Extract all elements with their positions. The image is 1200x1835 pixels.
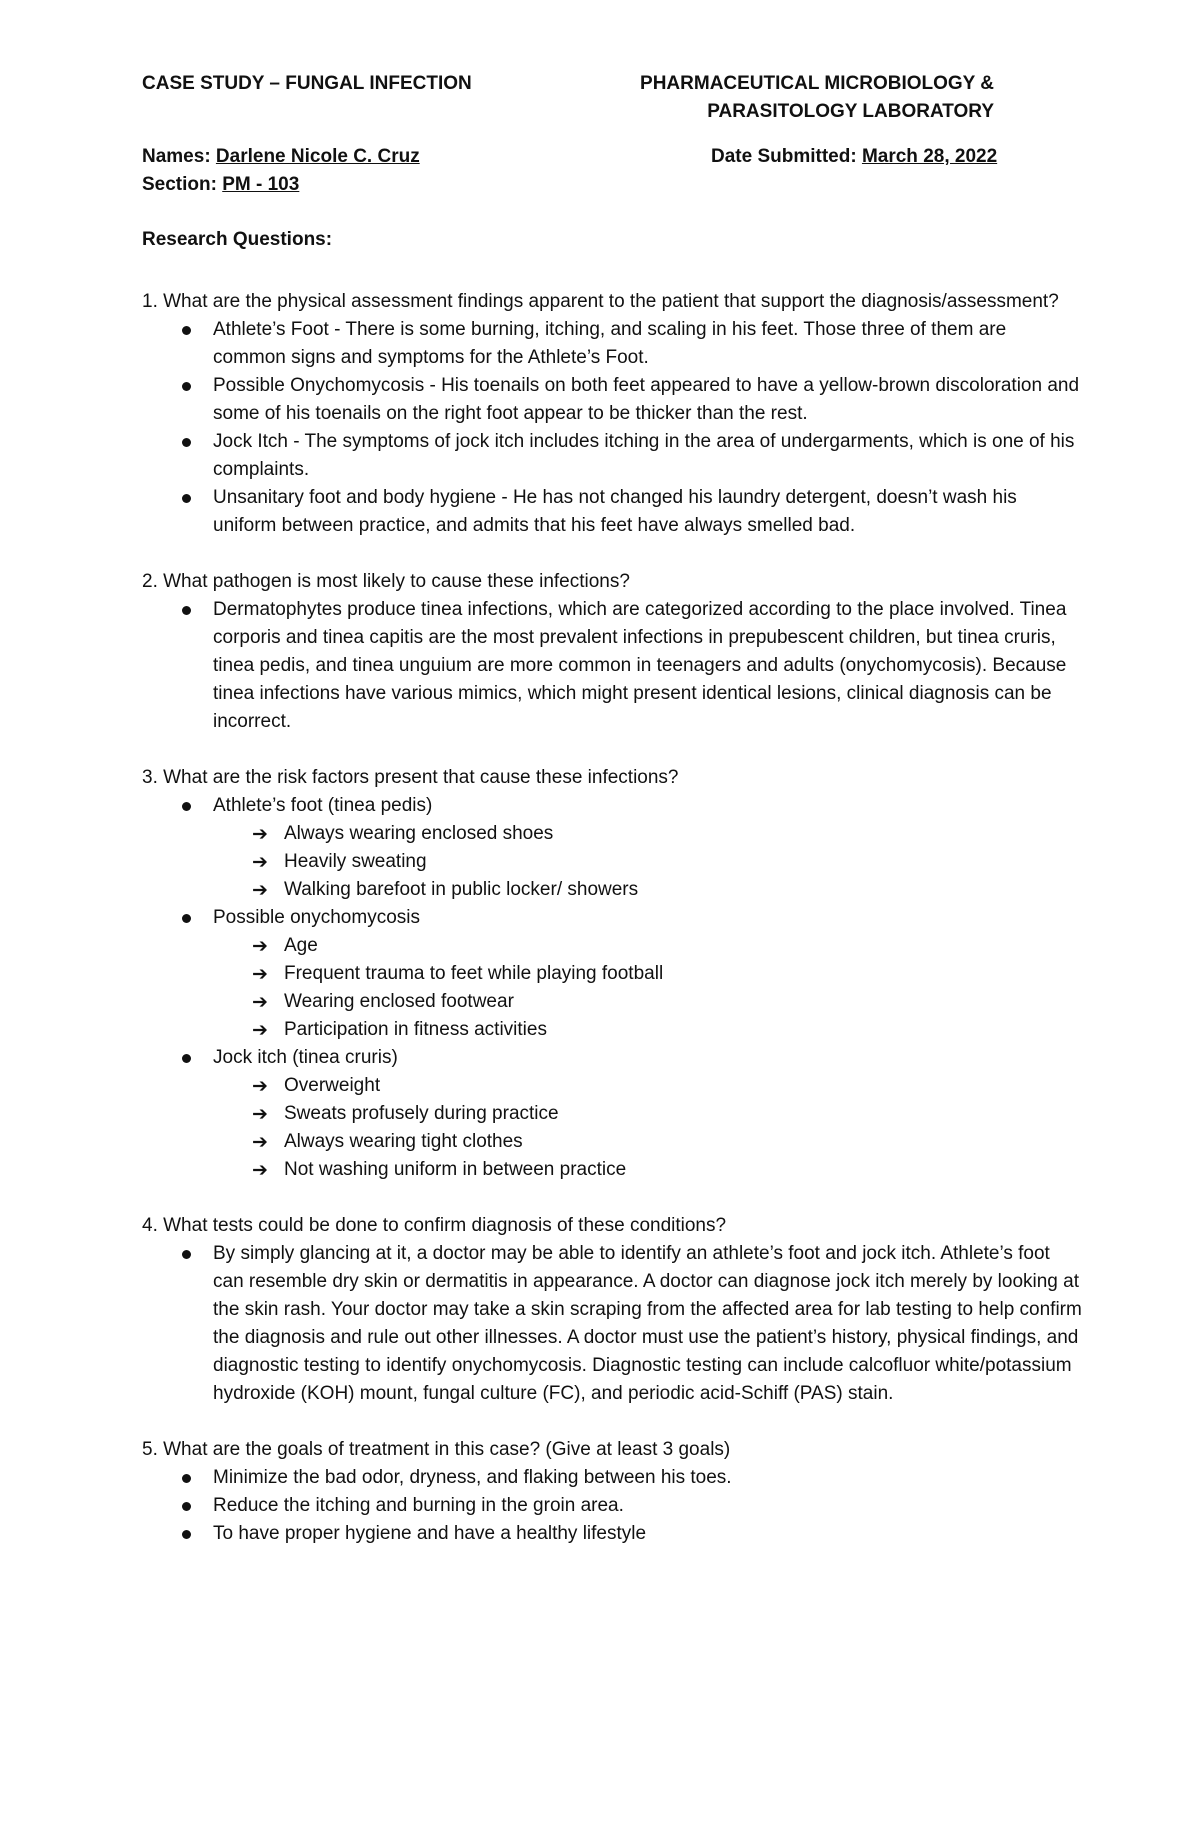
arrow-right-icon: ➔	[252, 991, 268, 1013]
arrow-right-icon: ➔	[252, 963, 268, 985]
question-2-bullets	[142, 596, 1082, 736]
list-item: Minimize the bad odor, dryness, and flaking between his toes.	[142, 1464, 1082, 1492]
question-2: 2. What pathogen is most likely to cause these infections?	[142, 571, 630, 592]
list-item: ➔ Always wearing tight clothes	[142, 1128, 1082, 1156]
question-1-bullets	[142, 316, 1082, 540]
risk-group-label: Jock itch (tinea cruris)	[142, 1044, 1082, 1072]
names-row	[142, 143, 420, 171]
risk-group-2-items	[142, 932, 1082, 1044]
section-label: Section:	[142, 174, 223, 195]
list-item: Jock Itch - The symptoms of jock itch includes itching in the area of undergarments, which is one of his complaints.	[142, 428, 1082, 484]
arrow-right-icon: ➔	[252, 879, 268, 901]
names-label: Names:	[142, 146, 216, 167]
lab-title-line2: PARASITOLOGY LABORATORY	[707, 101, 994, 122]
list-item: Possible Onychomycosis - His toenails on both feet appeared to have a yellow-brown discoloration and some of his toenails on the right foot appear to be thicker than the rest.	[142, 372, 1082, 428]
question-5-block	[142, 1436, 1082, 1548]
question-1-block	[142, 288, 1082, 540]
risk-group-3-items	[142, 1072, 1082, 1184]
section-value: PM - 103	[222, 174, 300, 195]
arrow-right-icon: ➔	[252, 1103, 268, 1125]
list-item: ➔ Participation in fitness activities	[142, 1016, 1082, 1044]
arrow-right-icon: ➔	[252, 1159, 268, 1181]
date-label: Date Submitted:	[711, 146, 862, 167]
date-row	[711, 143, 997, 171]
section-row	[142, 171, 299, 199]
risk-group-1-items	[142, 820, 1082, 904]
list-item: To have proper hygiene and have a healthy lifestyle	[142, 1520, 1082, 1548]
question-3-block	[142, 764, 1082, 1184]
case-study-title: CASE STUDY – FUNGAL INFECTION	[142, 73, 472, 94]
names-value: Darlene Nicole C. Cruz	[215, 146, 420, 167]
question-5-bullets	[142, 1464, 1082, 1548]
list-item: ➔ Walking barefoot in public locker/ showers	[142, 876, 1082, 904]
risk-group-label: Possible onychomycosis	[142, 904, 1082, 932]
question-3-bullets-2	[142, 904, 1082, 932]
list-item: By simply glancing at it, a doctor may be able to identify an athlete’s foot and jock itch. Athlete’s foot can resemble dry skin or dermatitis in appearance. A doctor can diagnose jock itch merely by looking at the skin rash. Your doctor may take a skin scraping from the affected area for lab testing to help confirm the diagnosis and rule out other illnesses. A doctor must use the patient’s history, physical findings, and diagnostic testing to identify onychomycosis. Diagnostic testing can include calcofluor white/potassium hydroxide (KOH) mount, fungal culture (FC), and periodic acid-Schiff (PAS) stain.	[142, 1240, 1082, 1408]
question-3-bullets	[142, 792, 1082, 820]
question-5: 5. What are the goals of treatment in this case? (Give at least 3 goals)	[142, 1439, 731, 1460]
list-item: ➔ Always wearing enclosed shoes	[142, 820, 1082, 848]
arrow-right-icon: ➔	[252, 851, 268, 873]
question-3: 3. What are the risk factors present that cause these infections?	[142, 767, 679, 788]
question-2-block	[142, 568, 1082, 736]
list-item: ➔ Sweats profusely during practice	[142, 1100, 1082, 1128]
question-4-block	[142, 1212, 1082, 1408]
list-item: ➔ Wearing enclosed footwear	[142, 988, 1082, 1016]
research-heading: Research Questions:	[142, 229, 333, 250]
list-item: ➔ Heavily sweating	[142, 848, 1082, 876]
arrow-right-icon: ➔	[252, 823, 268, 845]
list-item: Dermatophytes produce tinea infections, which are categorized according to the place involved. Tinea corporis and tinea capitis are the most prevalent infections in prepubescent children, but tinea cruris, tinea pedis, and tinea unguium are more common in teenagers and adults (onychomycosis). Because tinea infections have various mimics, which might present identical lesions, clinical diagnosis can be incorrect.	[142, 596, 1082, 736]
list-item: ➔ Not washing uniform in between practice	[142, 1156, 1082, 1184]
list-item: ➔ Overweight	[142, 1072, 1082, 1100]
date-value: March 28, 2022	[861, 146, 998, 167]
list-item: Athlete’s Foot - There is some burning, itching, and scaling in his feet. Those three of them are common signs and symptoms for the Athlete’s Foot.	[142, 316, 1082, 372]
document-body	[142, 288, 1082, 1576]
list-item: Reduce the itching and burning in the groin area.	[142, 1492, 1082, 1520]
question-4: 4. What tests could be done to confirm diagnosis of these conditions?	[142, 1215, 727, 1236]
question-4-bullets	[142, 1240, 1082, 1408]
arrow-right-icon: ➔	[252, 935, 268, 957]
list-item: Unsanitary foot and body hygiene - He has not changed his laundry detergent, doesn’t wash his uniform between practice, and admits that his feet have always smelled bad.	[142, 484, 1082, 540]
risk-group-label: Athlete’s foot (tinea pedis)	[142, 792, 1082, 820]
arrow-right-icon: ➔	[252, 1019, 268, 1041]
list-item: ➔ Age	[142, 932, 1082, 960]
lab-title-line1: PHARMACEUTICAL MICROBIOLOGY &	[640, 73, 994, 94]
question-3-bullets-3	[142, 1044, 1082, 1072]
question-1: 1. What are the physical assessment findings apparent to the patient that support the diagnosis/assessment?	[142, 291, 1059, 312]
arrow-right-icon: ➔	[252, 1131, 268, 1153]
lab-title	[640, 70, 994, 126]
arrow-right-icon: ➔	[252, 1075, 268, 1097]
list-item: ➔ Frequent trauma to feet while playing football	[142, 960, 1082, 988]
